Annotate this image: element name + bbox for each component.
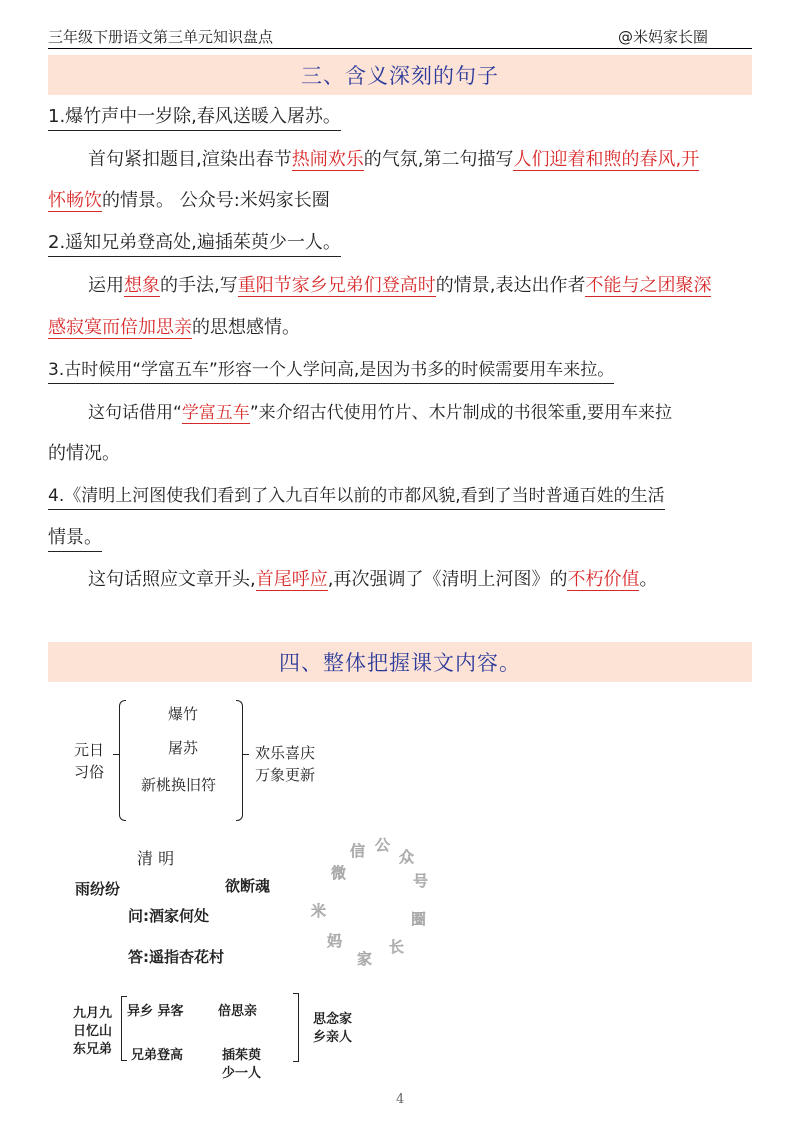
diagram-label: 元日 bbox=[74, 741, 105, 759]
diagram-result: 万象更新 bbox=[255, 766, 316, 784]
poem-line: 雨纷纷 bbox=[75, 880, 121, 898]
bracket-left bbox=[119, 700, 126, 755]
explanation-3-line-1 bbox=[88, 399, 672, 427]
bracket-left bbox=[119, 754, 126, 821]
key-phrase: 怀畅饮 bbox=[48, 190, 102, 211]
bracket-right bbox=[293, 993, 299, 1026]
watermark-char: 号 bbox=[413, 872, 429, 890]
poem-question: 问:酒家何处 bbox=[128, 907, 209, 925]
key-phrase: 想象 bbox=[124, 275, 160, 296]
explanation-text: 运用 bbox=[88, 275, 124, 296]
diagram-item: 爆竹 bbox=[168, 705, 199, 723]
key-phrase: 感寂寞而倍加思亲 bbox=[48, 317, 192, 338]
poem-title: 清 明 bbox=[137, 849, 175, 868]
sentence-3-text: 3.古时候用“学富五车”形容一个人学问高,是因为书多的时候需要用车来拉。 bbox=[48, 360, 614, 384]
key-phrase: 不能与之团聚深 bbox=[585, 275, 712, 296]
section-four-title: 四、整体把握课文内容。 bbox=[279, 651, 521, 675]
explanation-text: ”来介绍古代使用竹片、木片制成的书很笨重,要用车来拉 bbox=[249, 403, 673, 423]
explanation-2-line-1 bbox=[88, 272, 711, 300]
explanation-2-line-2 bbox=[48, 314, 300, 342]
key-phrase: 不朽价值 bbox=[567, 569, 640, 590]
watermark-char: 米 bbox=[311, 902, 327, 920]
key-phrase: 首尾呼应 bbox=[255, 569, 328, 590]
watermark-char: 圈 bbox=[411, 910, 427, 928]
section-three-title: 三、含义深刻的句子 bbox=[301, 64, 499, 88]
explanation-text: 这句话照应文章开头, bbox=[88, 569, 256, 590]
key-phrase: 重阳节家乡兄弟们登高时 bbox=[237, 275, 436, 296]
bracket-left bbox=[121, 1026, 127, 1061]
explanation-text: 的情景。 公众号:米妈家长圈 bbox=[102, 190, 330, 211]
watermark-char: 微 bbox=[331, 864, 347, 882]
document-title: 三年级下册语文第三单元知识盘点 bbox=[48, 28, 274, 46]
explanation-text: 首句紧扣题目,渲染出春节 bbox=[88, 149, 292, 170]
sentence-2-text: 2.遥知兄弟登高处,遍插茱萸少一人。 bbox=[48, 232, 341, 257]
bracket-right bbox=[236, 700, 243, 755]
sentence-2 bbox=[48, 229, 341, 257]
poem-title-part: 东兄弟 bbox=[73, 1042, 113, 1057]
explanation-text: ,再次强调了《清明上河图》的 bbox=[327, 569, 568, 590]
poem-title-part: 九月九 bbox=[73, 1006, 113, 1021]
author-handle: @米妈家长圈 bbox=[618, 28, 709, 46]
diagram-item: 新桃换旧符 bbox=[141, 776, 217, 794]
sentence-4-line-1 bbox=[48, 482, 665, 510]
explanation-text: 的气氛,第二句描写 bbox=[363, 149, 514, 170]
explanation-3-line-2 bbox=[48, 440, 120, 468]
sentence-4-line-2 bbox=[48, 524, 102, 552]
diagram-item: 少一人 bbox=[222, 1066, 262, 1081]
key-phrase: 人们迎着和煦的春风,开 bbox=[513, 149, 700, 170]
poem-answer: 答:遥指杏花村 bbox=[128, 948, 224, 966]
poem-line: 欲断魂 bbox=[225, 877, 271, 895]
bracket-right bbox=[243, 754, 249, 755]
diagram-item: 插茱萸 bbox=[222, 1048, 262, 1063]
key-phrase: 热闹欢乐 bbox=[291, 149, 364, 170]
sentence-1 bbox=[48, 103, 341, 131]
key-phrase: 学富五车 bbox=[181, 403, 250, 423]
bracket-right bbox=[236, 754, 243, 821]
sentence-4-text: 情景。 bbox=[48, 527, 102, 552]
section-three-banner bbox=[48, 55, 752, 95]
diagram-item: 倍思亲 bbox=[218, 1004, 258, 1019]
explanation-text: 这句话借用“ bbox=[88, 403, 182, 423]
watermark-char: 信 bbox=[350, 842, 366, 860]
page-number: 4 bbox=[396, 1092, 405, 1107]
watermark-char: 公 bbox=[375, 836, 391, 854]
diagram-item: 异乡 异客 bbox=[127, 1004, 184, 1019]
diagram-label: 习俗 bbox=[74, 763, 105, 781]
bracket-right bbox=[293, 1025, 299, 1062]
diagram-result: 思念家 bbox=[313, 1012, 353, 1027]
sentence-1-text: 1.爆竹声中一岁除,春风送暖入屠苏。 bbox=[48, 106, 341, 131]
explanation-text: 的思想感情。 bbox=[192, 317, 300, 338]
section-four-banner bbox=[48, 642, 752, 682]
explanation-text: 的手法,写 bbox=[160, 275, 238, 296]
diagram-item: 屠苏 bbox=[168, 739, 199, 757]
sentence-3 bbox=[48, 356, 614, 384]
watermark-char: 长 bbox=[389, 938, 405, 956]
explanation-text: 的情景,表达出作者 bbox=[435, 275, 586, 296]
explanation-1-line-2 bbox=[48, 187, 330, 215]
watermark-stamp bbox=[295, 830, 445, 980]
watermark-char: 众 bbox=[399, 848, 415, 866]
poem-title-part: 日忆山 bbox=[73, 1024, 113, 1039]
watermark-char: 家 bbox=[357, 950, 373, 968]
explanation-text: 。 bbox=[639, 569, 658, 590]
diagram-result: 欢乐喜庆 bbox=[255, 744, 316, 762]
explanation-text: 的情况。 bbox=[48, 443, 120, 464]
diagram-result: 乡亲人 bbox=[313, 1030, 353, 1045]
explanation-1-line-1 bbox=[88, 146, 699, 174]
sentence-4-text: 4.《清明上河图使我们看到了入九百年以前的市都风貌,看到了当时普通百姓的生活 bbox=[48, 486, 665, 510]
explanation-4-line-1 bbox=[88, 566, 657, 594]
watermark-char: 妈 bbox=[327, 932, 343, 950]
header-divider bbox=[48, 48, 752, 49]
diagram-item: 兄弟登高 bbox=[131, 1048, 184, 1063]
